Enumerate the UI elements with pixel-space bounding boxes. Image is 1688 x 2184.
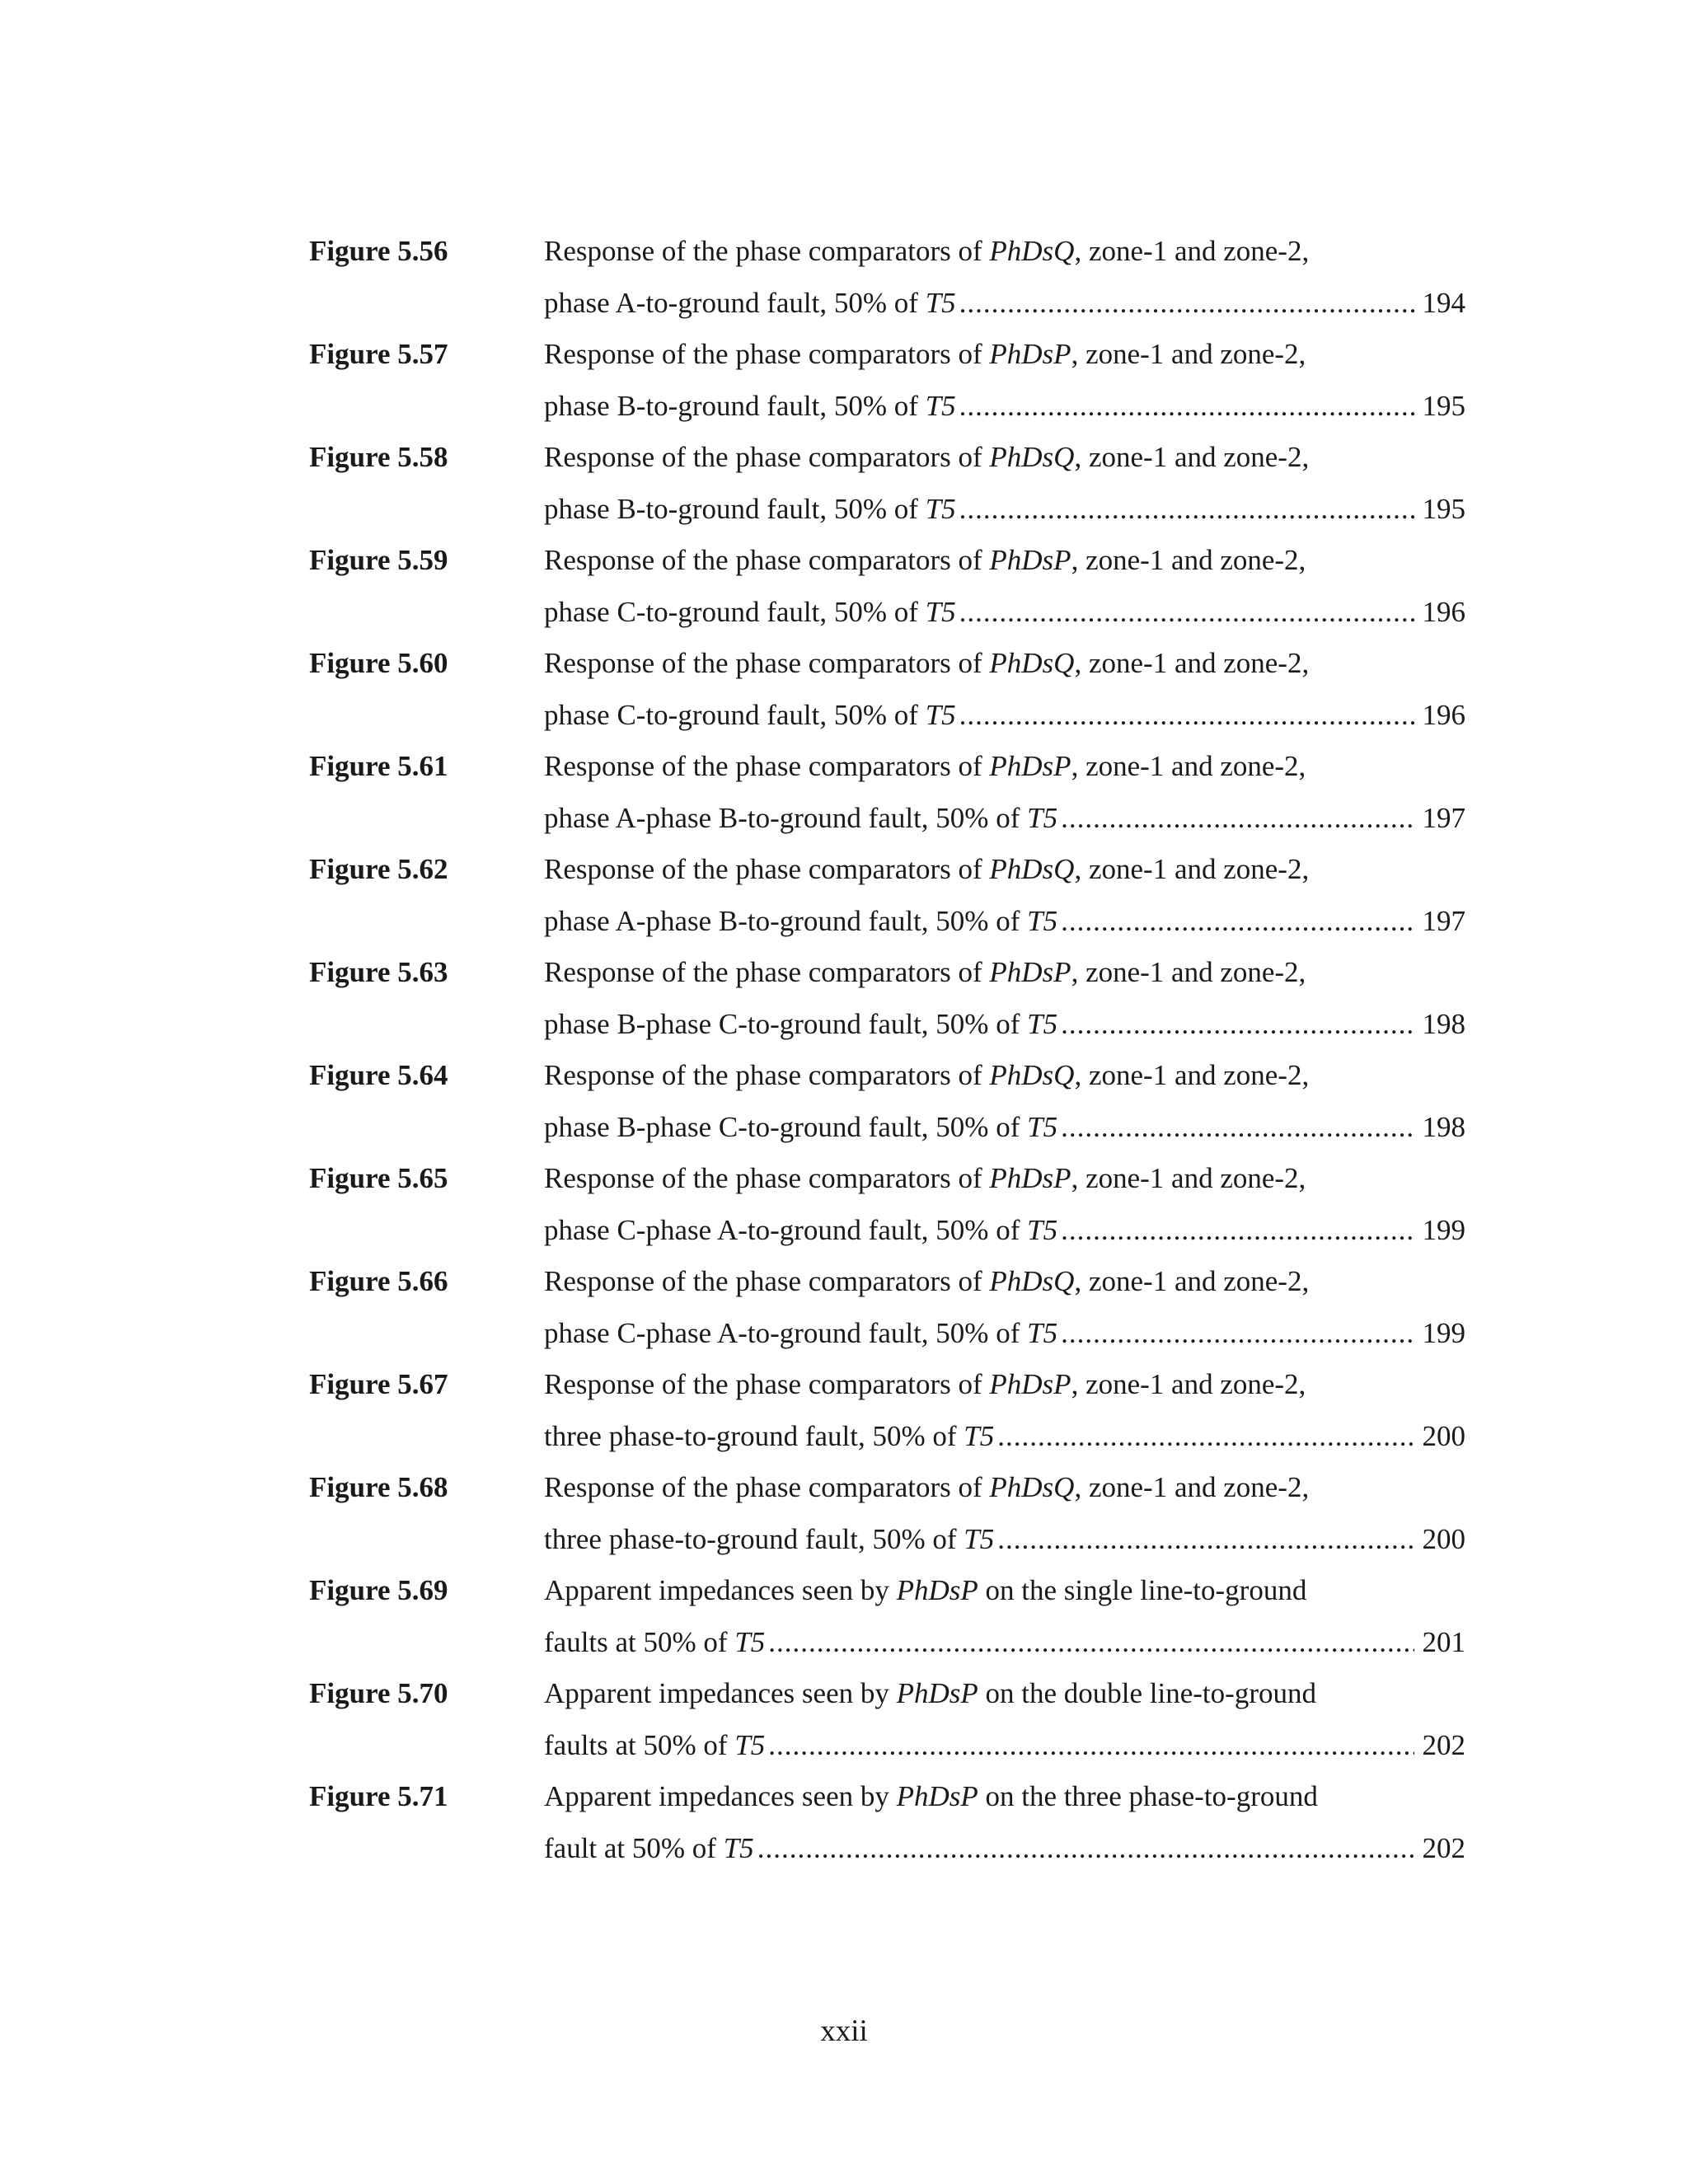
figure-label: Figure 5.59 <box>309 544 448 576</box>
page-ref: 202 <box>1422 1729 1465 1761</box>
figure-label: Figure 5.57 <box>309 338 448 370</box>
relay-name: PhDsQ <box>989 1471 1075 1503</box>
page-ref: 197 <box>1422 905 1465 937</box>
line-name: T5 <box>734 1626 766 1658</box>
caption-line-2 <box>544 1519 1465 1560</box>
line-name: T5 <box>925 493 956 525</box>
page-ref: 200 <box>1422 1420 1465 1452</box>
caption-line-1 <box>544 540 1306 581</box>
caption-line-1 <box>544 1364 1306 1405</box>
line-name: T5 <box>964 1523 995 1555</box>
caption-text: faults at 50% of <box>544 1729 735 1761</box>
caption-text: Response of the phase comparators of <box>544 647 990 679</box>
caption-line-2 <box>544 592 1465 633</box>
page-ref: 201 <box>1422 1626 1465 1658</box>
figure-label: Figure 5.66 <box>309 1265 448 1297</box>
caption-text: on the single line-to-ground <box>978 1574 1307 1606</box>
caption-line-1 <box>544 334 1306 375</box>
dot-leader <box>997 1416 1414 1457</box>
relay-name: PhDsQ <box>989 1265 1075 1297</box>
caption-text: phase B-to-ground fault, 50% of <box>544 493 926 525</box>
caption-line-2 <box>544 1622 1465 1663</box>
page-ref: 198 <box>1422 1008 1465 1040</box>
caption-line-2 <box>544 489 1465 530</box>
caption-text: , zone-1 and zone-2, <box>1074 853 1310 885</box>
caption-text: phase C-to-ground fault, 50% of <box>544 699 926 731</box>
caption-text: , zone-1 and zone-2, <box>1074 1059 1310 1091</box>
dot-leader <box>959 283 1414 324</box>
caption-text: phase B-phase C-to-ground fault, 50% of <box>544 1008 1028 1040</box>
page-ref: 195 <box>1422 390 1465 422</box>
caption-line-2 <box>544 283 1465 324</box>
caption-text: Response of the phase comparators of <box>544 544 990 576</box>
line-name: T5 <box>925 699 956 731</box>
caption-text: , zone-1 and zone-2, <box>1074 235 1310 267</box>
figure-label: Figure 5.70 <box>309 1677 448 1709</box>
caption-line-1 <box>544 1467 1309 1508</box>
caption-text: Response of the phase comparators of <box>544 441 990 473</box>
caption-line-1 <box>544 1158 1306 1199</box>
page-ref: 196 <box>1422 699 1465 731</box>
dot-leader <box>959 695 1414 736</box>
page-ref: 202 <box>1422 1832 1465 1864</box>
caption-line-1 <box>544 849 1309 890</box>
caption-text: phase B-phase C-to-ground fault, 50% of <box>544 1111 1028 1143</box>
caption-text: phase C-to-ground fault, 50% of <box>544 596 926 628</box>
page-number: xxii <box>820 2014 868 2048</box>
toc-entry <box>0 643 1688 747</box>
toc-entry <box>0 231 1688 335</box>
line-name: T5 <box>1027 1008 1058 1040</box>
dot-leader <box>959 592 1414 633</box>
page-ref: 199 <box>1422 1317 1465 1349</box>
caption-line-1 <box>544 1776 1318 1817</box>
caption-text: on the three phase-to-ground <box>978 1780 1318 1812</box>
caption-line-1 <box>544 437 1309 478</box>
relay-name: PhDsQ <box>989 441 1075 473</box>
figure-label: Figure 5.60 <box>309 647 448 679</box>
caption-text: Apparent impedances seen by <box>544 1677 897 1709</box>
caption-text: Response of the phase comparators of <box>544 750 990 782</box>
caption-text: Response of the phase comparators of <box>544 1059 990 1091</box>
relay-name: PhDsQ <box>989 853 1075 885</box>
caption-text: on the double line-to-ground <box>978 1677 1316 1709</box>
figure-label: Figure 5.68 <box>309 1471 448 1503</box>
toc-entry <box>0 1570 1688 1674</box>
line-name: T5 <box>925 596 956 628</box>
caption-text: Response of the phase comparators of <box>544 235 990 267</box>
toc-entry <box>0 849 1688 953</box>
relay-name: PhDsQ <box>989 647 1075 679</box>
toc-entry <box>0 1673 1688 1777</box>
caption-line-1 <box>544 746 1306 787</box>
caption-text: Apparent impedances seen by <box>544 1780 897 1812</box>
caption-text: fault at 50% of <box>544 1832 724 1864</box>
caption-line-2 <box>544 695 1465 736</box>
dot-leader <box>1061 1210 1414 1251</box>
caption-text: Response of the phase comparators of <box>544 1162 990 1194</box>
figure-label: Figure 5.64 <box>309 1059 448 1091</box>
figure-label: Figure 5.71 <box>309 1780 448 1812</box>
relay-name: PhDsP <box>989 544 1071 576</box>
figure-label: Figure 5.67 <box>309 1368 448 1400</box>
caption-text: , zone-1 and zone-2, <box>1074 647 1310 679</box>
caption-text: three phase-to-ground fault, 50% of <box>544 1420 964 1452</box>
caption-line-2 <box>544 798 1465 839</box>
caption-text: , zone-1 and zone-2, <box>1074 1265 1310 1297</box>
line-name: T5 <box>1027 905 1058 937</box>
caption-text: , zone-1 and zone-2, <box>1071 338 1306 370</box>
figure-label: Figure 5.62 <box>309 853 448 885</box>
caption-text: Apparent impedances seen by <box>544 1574 897 1606</box>
caption-text: Response of the phase comparators of <box>544 338 990 370</box>
toc-entry <box>0 334 1688 438</box>
caption-line-1 <box>544 231 1309 272</box>
caption-line-2 <box>544 901 1465 942</box>
relay-name: PhDsP <box>989 338 1071 370</box>
toc-entry <box>0 540 1688 644</box>
page-ref: 195 <box>1422 493 1465 525</box>
relay-name: PhDsP <box>989 750 1071 782</box>
line-name: T5 <box>1027 1111 1058 1143</box>
caption-text: , zone-1 and zone-2, <box>1071 1162 1306 1194</box>
caption-text: phase B-to-ground fault, 50% of <box>544 390 926 422</box>
caption-text: , zone-1 and zone-2, <box>1071 544 1306 576</box>
toc-entry <box>0 746 1688 850</box>
toc-entry <box>0 952 1688 1056</box>
toc-entry <box>0 1467 1688 1571</box>
caption-line-1 <box>544 952 1306 993</box>
caption-text: , zone-1 and zone-2, <box>1071 956 1306 988</box>
caption-text: , zone-1 and zone-2, <box>1074 441 1310 473</box>
caption-line-2 <box>544 1210 1465 1251</box>
caption-text: phase C-phase A-to-ground fault, 50% of <box>544 1317 1028 1349</box>
caption-line-2 <box>544 386 1465 427</box>
caption-text: , zone-1 and zone-2, <box>1074 1471 1310 1503</box>
figure-label: Figure 5.56 <box>309 235 448 267</box>
caption-line-1 <box>544 643 1309 684</box>
caption-line-1 <box>544 1261 1309 1302</box>
caption-text: phase A-phase B-to-ground fault, 50% of <box>544 802 1028 834</box>
dot-leader <box>1061 1004 1414 1045</box>
relay-name: PhDsP <box>896 1677 978 1709</box>
page-ref: 194 <box>1422 287 1465 319</box>
dot-leader <box>1061 798 1414 839</box>
relay-name: PhDsP <box>989 1162 1071 1194</box>
caption-text: Response of the phase comparators of <box>544 1471 990 1503</box>
line-name: T5 <box>723 1832 754 1864</box>
caption-line-2 <box>544 1416 1465 1457</box>
caption-text: phase A-phase B-to-ground fault, 50% of <box>544 905 1028 937</box>
line-name: T5 <box>925 287 956 319</box>
caption-text: Response of the phase comparators of <box>544 853 990 885</box>
page-ref: 197 <box>1422 802 1465 834</box>
relay-name: PhDsP <box>989 1368 1071 1400</box>
caption-text: phase C-phase A-to-ground fault, 50% of <box>544 1214 1028 1246</box>
caption-line-1 <box>544 1055 1309 1096</box>
toc-entry <box>0 437 1688 541</box>
page-ref: 199 <box>1422 1214 1465 1246</box>
dot-leader <box>757 1828 1414 1869</box>
page-ref: 196 <box>1422 596 1465 628</box>
page-ref: 200 <box>1422 1523 1465 1555</box>
caption-text: phase A-to-ground fault, 50% of <box>544 287 926 319</box>
caption-text: Response of the phase comparators of <box>544 956 990 988</box>
caption-line-2 <box>544 1725 1465 1766</box>
relay-name: PhDsP <box>896 1780 978 1812</box>
caption-line-2 <box>544 1313 1465 1354</box>
dot-leader <box>1061 901 1414 942</box>
figure-label: Figure 5.61 <box>309 750 448 782</box>
relay-name: PhDsP <box>896 1574 978 1606</box>
toc-entry <box>0 1158 1688 1262</box>
caption-line-1 <box>544 1673 1316 1714</box>
dot-leader <box>1061 1313 1414 1354</box>
caption-line-2 <box>544 1828 1465 1869</box>
toc-entry <box>0 1055 1688 1159</box>
toc-entry <box>0 1261 1688 1365</box>
line-name: T5 <box>925 390 956 422</box>
dot-leader <box>997 1519 1414 1560</box>
caption-line-2 <box>544 1004 1465 1045</box>
line-name: T5 <box>1027 1317 1058 1349</box>
dot-leader <box>959 386 1414 427</box>
figure-label: Figure 5.58 <box>309 441 448 473</box>
page-ref: 198 <box>1422 1111 1465 1143</box>
caption-text: Response of the phase comparators of <box>544 1265 990 1297</box>
line-name: T5 <box>1027 1214 1058 1246</box>
toc-entry <box>0 1776 1688 1880</box>
line-name: T5 <box>964 1420 995 1452</box>
caption-line-2 <box>544 1107 1465 1148</box>
dot-leader <box>959 489 1414 530</box>
caption-line-1 <box>544 1570 1306 1611</box>
caption-text: , zone-1 and zone-2, <box>1071 1368 1306 1400</box>
caption-text: Response of the phase comparators of <box>544 1368 990 1400</box>
toc-entry <box>0 1364 1688 1468</box>
line-name: T5 <box>1027 802 1058 834</box>
caption-text: three phase-to-ground fault, 50% of <box>544 1523 964 1555</box>
relay-name: PhDsP <box>989 956 1071 988</box>
caption-text: , zone-1 and zone-2, <box>1071 750 1306 782</box>
relay-name: PhDsQ <box>989 235 1075 267</box>
caption-text: faults at 50% of <box>544 1626 735 1658</box>
dot-leader <box>1061 1107 1414 1148</box>
dot-leader <box>768 1622 1414 1663</box>
line-name: T5 <box>734 1729 766 1761</box>
figure-label: Figure 5.63 <box>309 956 448 988</box>
figure-label: Figure 5.69 <box>309 1574 448 1606</box>
dot-leader <box>768 1725 1414 1766</box>
figure-label: Figure 5.65 <box>309 1162 448 1194</box>
relay-name: PhDsQ <box>989 1059 1075 1091</box>
